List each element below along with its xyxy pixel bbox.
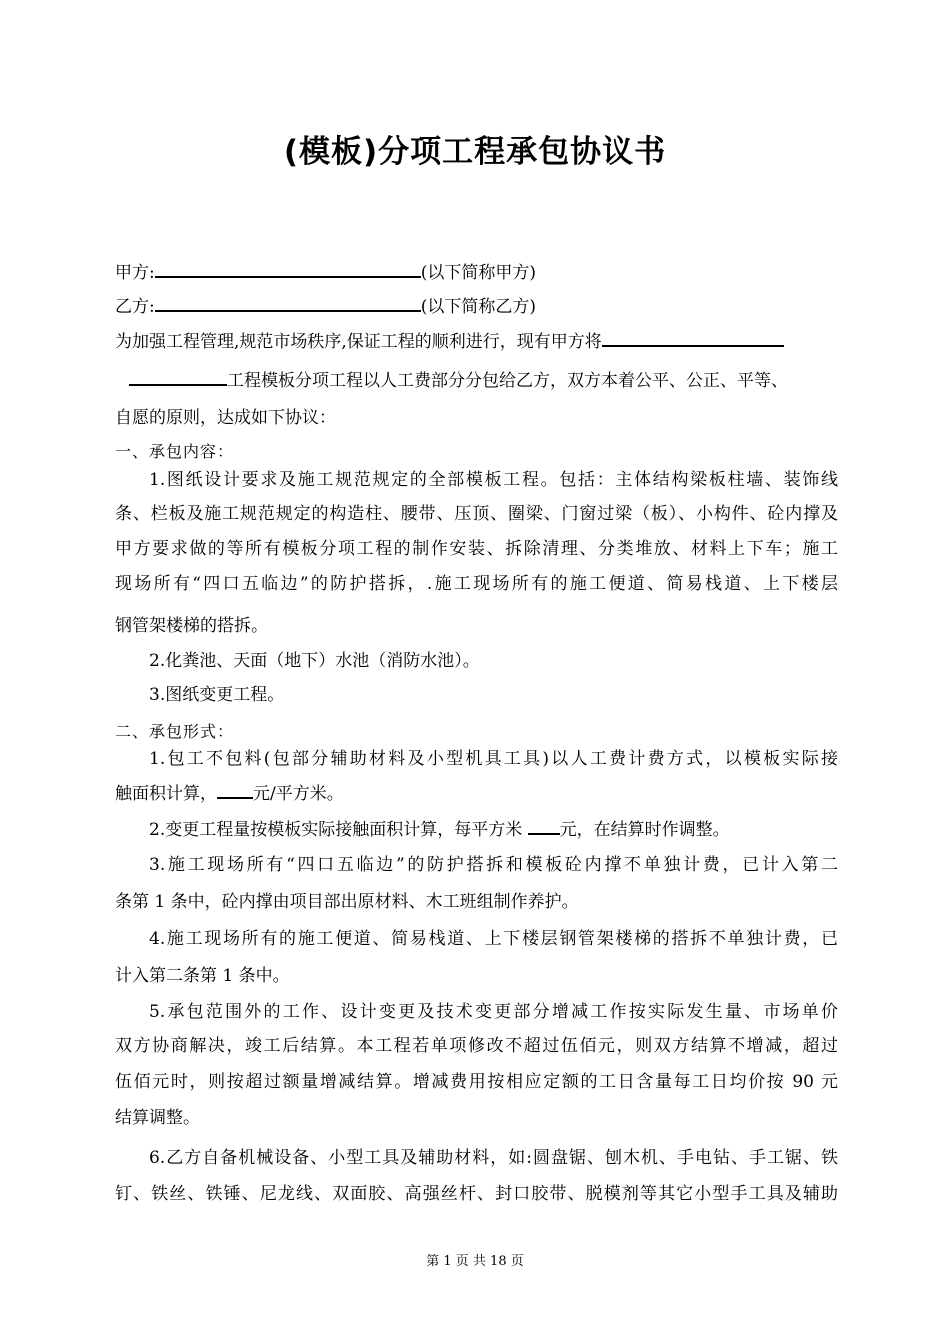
party-b-label: 乙方: — [115, 297, 155, 317]
change-price-suffix: 元，在结算时作调整。 — [559, 820, 730, 840]
intro-line-2 — [115, 363, 838, 399]
change-price-text: 2.变更工程量按模板实际接触面积计算，每平方米 — [149, 820, 528, 840]
section-1-item-1-line: 钢管架楼梯的搭拆。 — [115, 616, 268, 636]
party-a-suffix: (以下简称甲方) — [420, 263, 536, 283]
section-2-item-3-line: 3.施工现场所有“四口五临边”的防护搭拆和模板砼内撑不单独计费，已计入第二 — [149, 855, 838, 875]
section-2-item-4-line: 4.施工现场所有的施工便道、简易栈道、上下楼层钢管架楼梯的搭拆不单独计费，已 — [149, 929, 838, 949]
project-name-blank[interactable] — [602, 325, 784, 347]
intro-line-3: 自愿的原则，达成如下协议： — [115, 408, 336, 428]
intro-text-1: 为加强工程管理,规范市场秩序,保证工程的顺利进行，现有甲方将 — [115, 332, 602, 352]
section-1-item-2: 2.化粪池、天面（地下）水池（消防水池）。 — [149, 651, 480, 671]
change-price-blank[interactable] — [528, 813, 560, 835]
section-2-item-3-line: 条第 1 条中，砼内撑由项目部出原材料、木工班组制作养护。 — [115, 892, 579, 912]
section-2-item-1-line: 1.包工不包料(包部分辅助材料及小型机具工具)以人工费计费方式，以模板实际接 — [149, 749, 838, 769]
section-1-item-1-line: 1.图纸设计要求及施工规范规定的全部模板工程。包括：主体结构梁板柱墙、装饰线 — [149, 470, 838, 490]
party-b-blank[interactable] — [155, 290, 421, 312]
unit-price-blank[interactable] — [217, 777, 253, 799]
section-2-item-5-line: 结算调整。 — [115, 1108, 200, 1128]
document-title: (模板)分项工程承包协议书 — [283, 134, 667, 170]
section-2-item-5-line: 伍佰元时，则按超过额量增减结算。增减费用按相应定额的工日含量每工日均价按 90 元 — [115, 1072, 838, 1092]
section-1-item-3: 3.图纸变更工程。 — [149, 685, 285, 705]
intro-text-2: 工程模板分项工程以人工费部分分包给乙方，双方本着公平、公正、平等、 — [227, 371, 788, 391]
area-calc-text: 触面积计算， — [115, 784, 217, 804]
section-2-item-6-line: 6.乙方自备机械设备、小型工具及辅助材料，如:圆盘锯、刨木机、手电钻、手工锯、铁 — [149, 1148, 838, 1168]
project-name-blank-2[interactable] — [129, 364, 227, 386]
section-2-heading: 二、承包形式： — [115, 722, 235, 741]
section-2-item-5-line: 双方协商解决，竣工后结算。本工程若单项修改不超过伍佰元，则双方结算不增减，超过 — [115, 1036, 838, 1056]
section-2-item-1-line-2 — [115, 776, 838, 812]
party-b-line — [115, 289, 838, 325]
section-1-item-1-line: 现场所有“四口五临边”的防护搭拆，.施工现场所有的施工便道、简易栈道、上下楼层 — [115, 574, 838, 594]
party-a-blank[interactable] — [155, 256, 421, 278]
party-a-line — [115, 255, 838, 291]
unit-text: 元/平方米。 — [253, 784, 344, 804]
intro-line-1 — [115, 324, 838, 360]
section-1-heading: 一、承包内容： — [115, 442, 235, 461]
section-2-item-6-line: 钉、铁丝、铁锤、尼龙线、双面胶、高强丝杆、封口胶带、脱模剂等其它小型手工具及辅助 — [115, 1184, 838, 1204]
page-footer: 第 1 页 共 18 页 — [426, 1254, 524, 1269]
section-1-item-1-line: 甲方要求做的等所有模板分项工程的制作安装、拆除清理、分类堆放、材料上下车；施工 — [115, 539, 838, 559]
section-2-item-2 — [115, 812, 838, 848]
party-b-suffix: (以下简称乙方) — [420, 297, 536, 317]
section-2-item-4-line: 计入第二条第 1 条中。 — [115, 966, 290, 986]
section-1-item-1-line: 条、栏板及施工规范规定的构造柱、腰带、压顶、圈梁、门窗过梁（板）、小构件、砼内撑及 — [115, 504, 838, 524]
party-a-label: 甲方: — [115, 263, 155, 283]
section-2-item-5-line: 5.承包范围外的工作、设计变更及技术变更部分增减工作按实际发生量、市场单价 — [149, 1002, 838, 1022]
